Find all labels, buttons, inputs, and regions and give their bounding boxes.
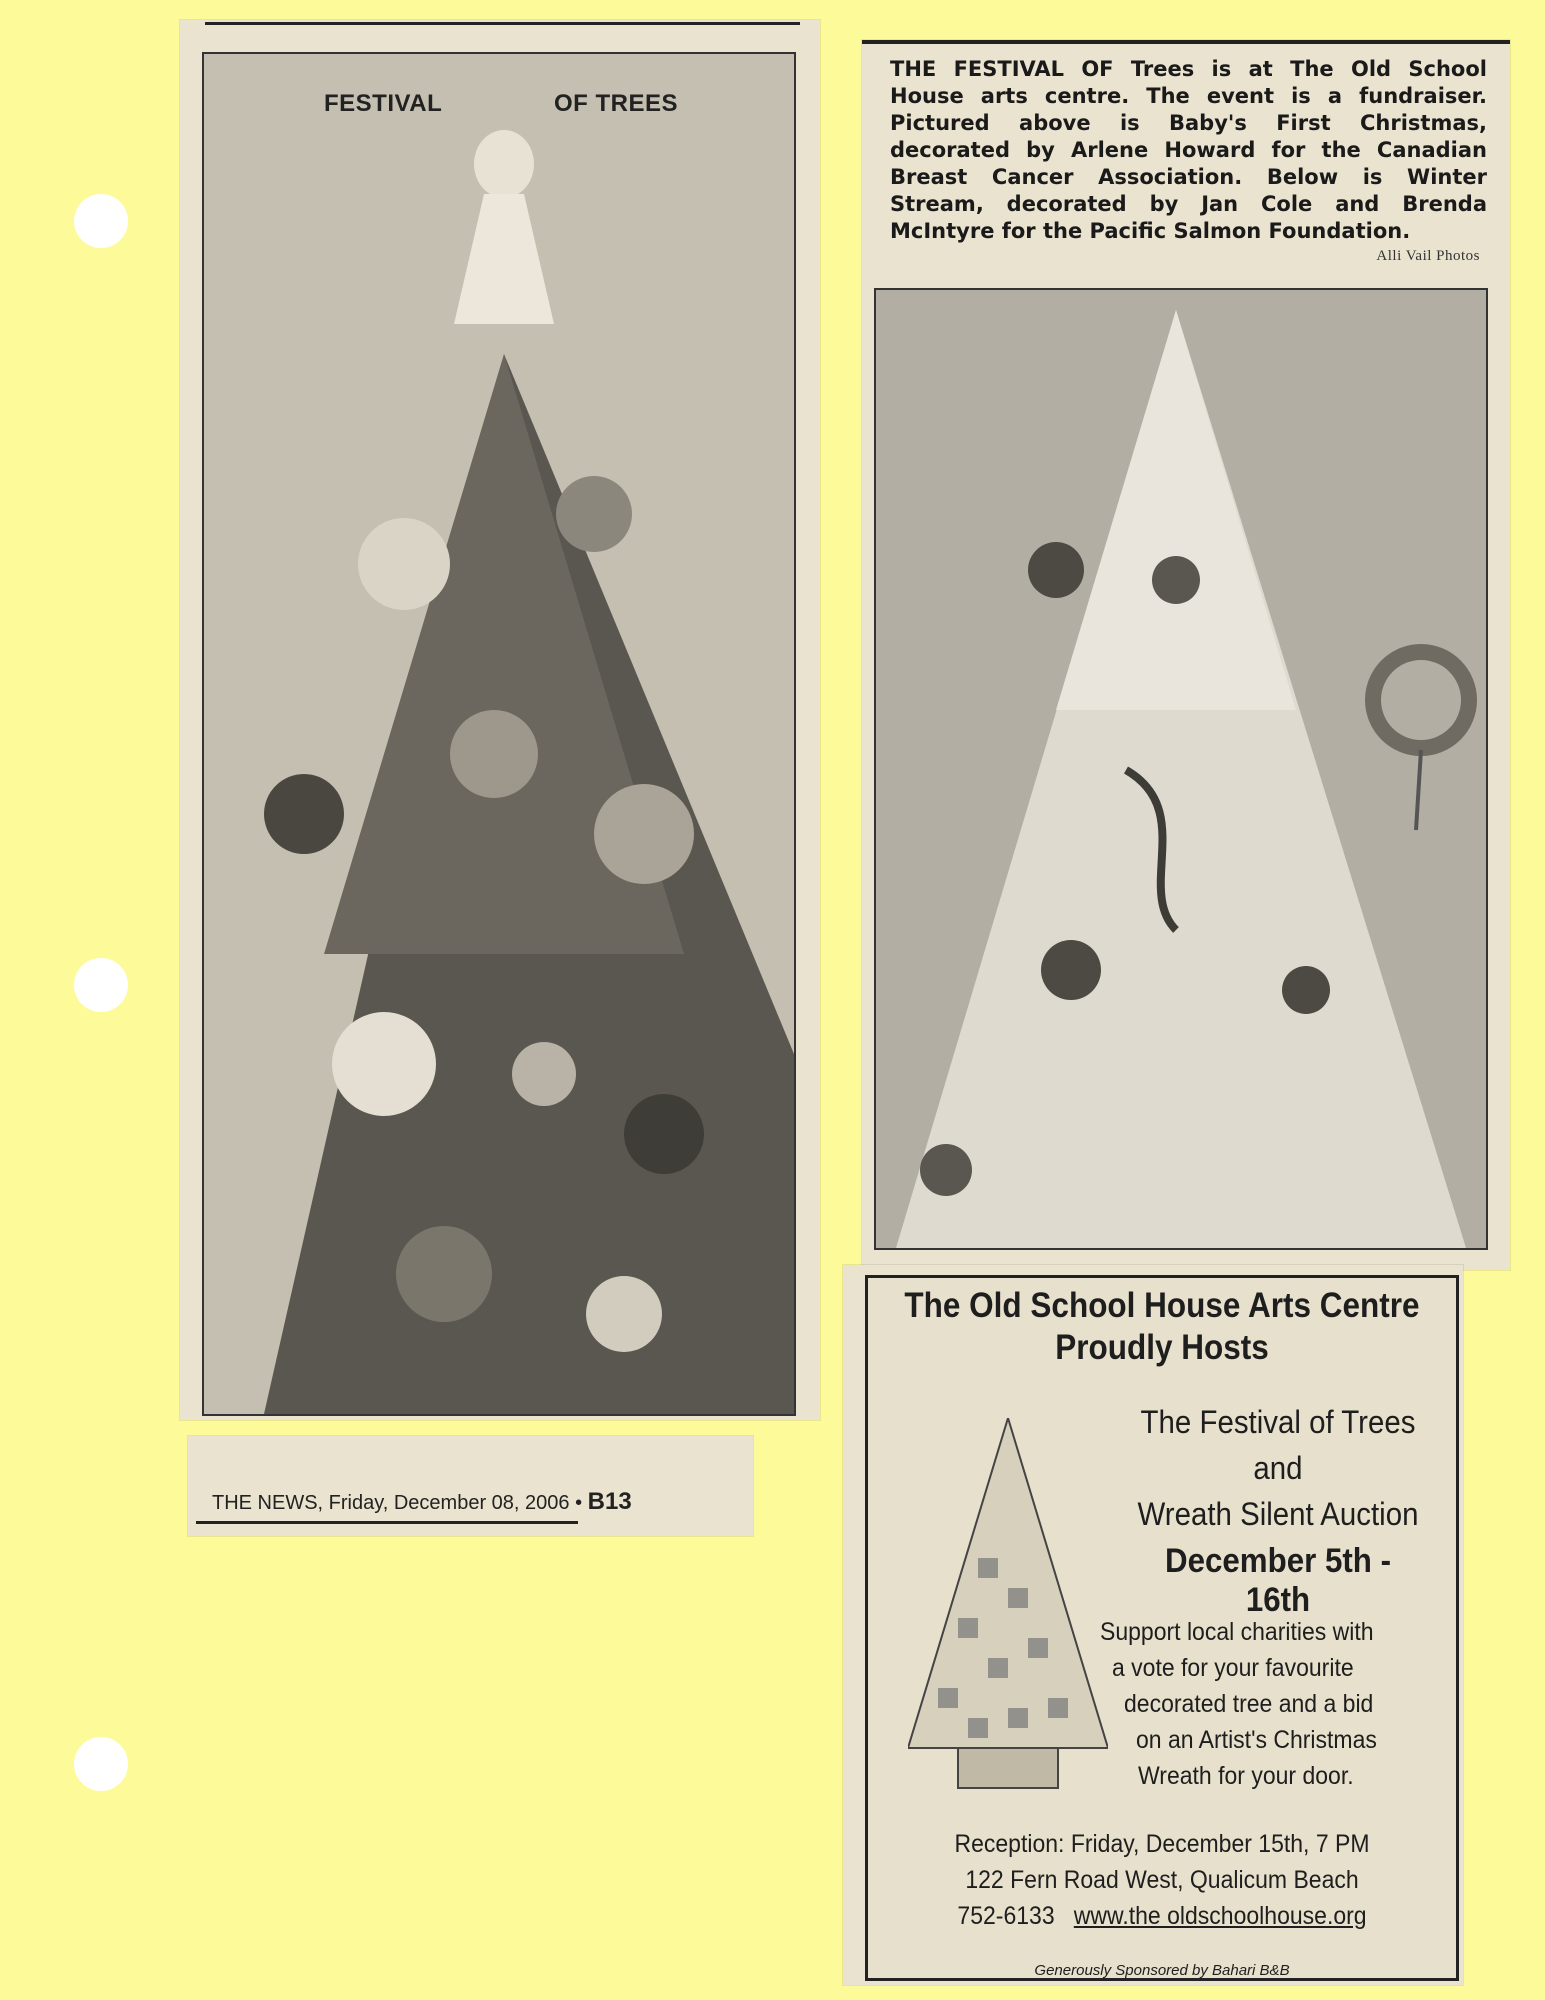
ad-body-line: Wreath for your door. xyxy=(1138,1762,1354,1790)
ad-body-line: a vote for your favourite xyxy=(1112,1654,1354,1682)
ad-sponsor: Generously Sponsored by Bahari B&B xyxy=(1034,1962,1290,1979)
pyramid-tree-icon xyxy=(908,1418,1108,1808)
ad-event-line-3: Wreath Silent Auction xyxy=(1137,1496,1419,1532)
ad-dates: December 5th - 16th xyxy=(1164,1542,1391,1619)
binder-hole-bottom xyxy=(74,1737,128,1791)
left-newspaper-clipping xyxy=(180,20,820,1420)
ad-border xyxy=(865,1275,1459,1981)
photo-label-of-trees: OF TREES xyxy=(554,90,679,117)
tree-illustration-left xyxy=(204,54,794,1414)
ad-website-link[interactable]: www.the oldschoolhouse.org xyxy=(1073,1902,1367,1930)
dateline xyxy=(212,1488,632,1516)
dateline-text: THE NEWS, Friday, December 08, 2006 • xyxy=(212,1492,583,1514)
christmas-tree-photo-left xyxy=(202,52,796,1416)
ad-body-line: decorated tree and a bid xyxy=(1124,1690,1374,1718)
binder-hole-middle xyxy=(74,958,128,1012)
right-newspaper-clipping xyxy=(862,40,1510,1270)
ad-subtitle: Proudly Hosts xyxy=(1055,1328,1269,1367)
photo-credit: Alli Vail Photos xyxy=(1376,248,1480,264)
page-number: B13 xyxy=(587,1488,632,1515)
ad-title: The Old School House Arts Centre xyxy=(904,1286,1420,1325)
ad-contact xyxy=(892,1902,1433,1931)
ad-event-line-1: The Festival of Trees xyxy=(1140,1404,1416,1440)
photo-caption: THE FESTIVAL OF Trees is at The Old School House arts centre. The event is a fundraiser. Pictured above is Baby's First Christmas, decorated by Arlene Howard for the Canadian Breast Cancer Association. Below is Winter Stream, decorated by Jan Cole and Brenda McIntyre for the Pacific Salmon Foundation. xyxy=(890,57,1487,243)
top-rule xyxy=(205,22,800,25)
ad-phone: 752-6133 xyxy=(957,1902,1055,1930)
christmas-tree-photo-right xyxy=(874,288,1488,1250)
top-rule xyxy=(862,40,1510,44)
ad-body-line: on an Artist's Christmas xyxy=(1136,1726,1377,1754)
binder-hole-top xyxy=(74,194,128,248)
ad-reception: Reception: Friday, December 15th, 7 PM xyxy=(954,1830,1370,1858)
ad-address: 122 Fern Road West, Qualicum Beach xyxy=(965,1866,1359,1894)
newspaper-dateline-clipping xyxy=(188,1436,753,1536)
dateline-rule xyxy=(196,1521,578,1524)
photo-label-festival: FESTIVAL xyxy=(324,90,443,117)
tree-illustration-right xyxy=(876,290,1486,1248)
ad-event-line-2: and xyxy=(1253,1450,1303,1486)
arts-centre-advertisement xyxy=(843,1265,1463,1985)
ad-body-line: Support local charities with xyxy=(1100,1618,1374,1646)
